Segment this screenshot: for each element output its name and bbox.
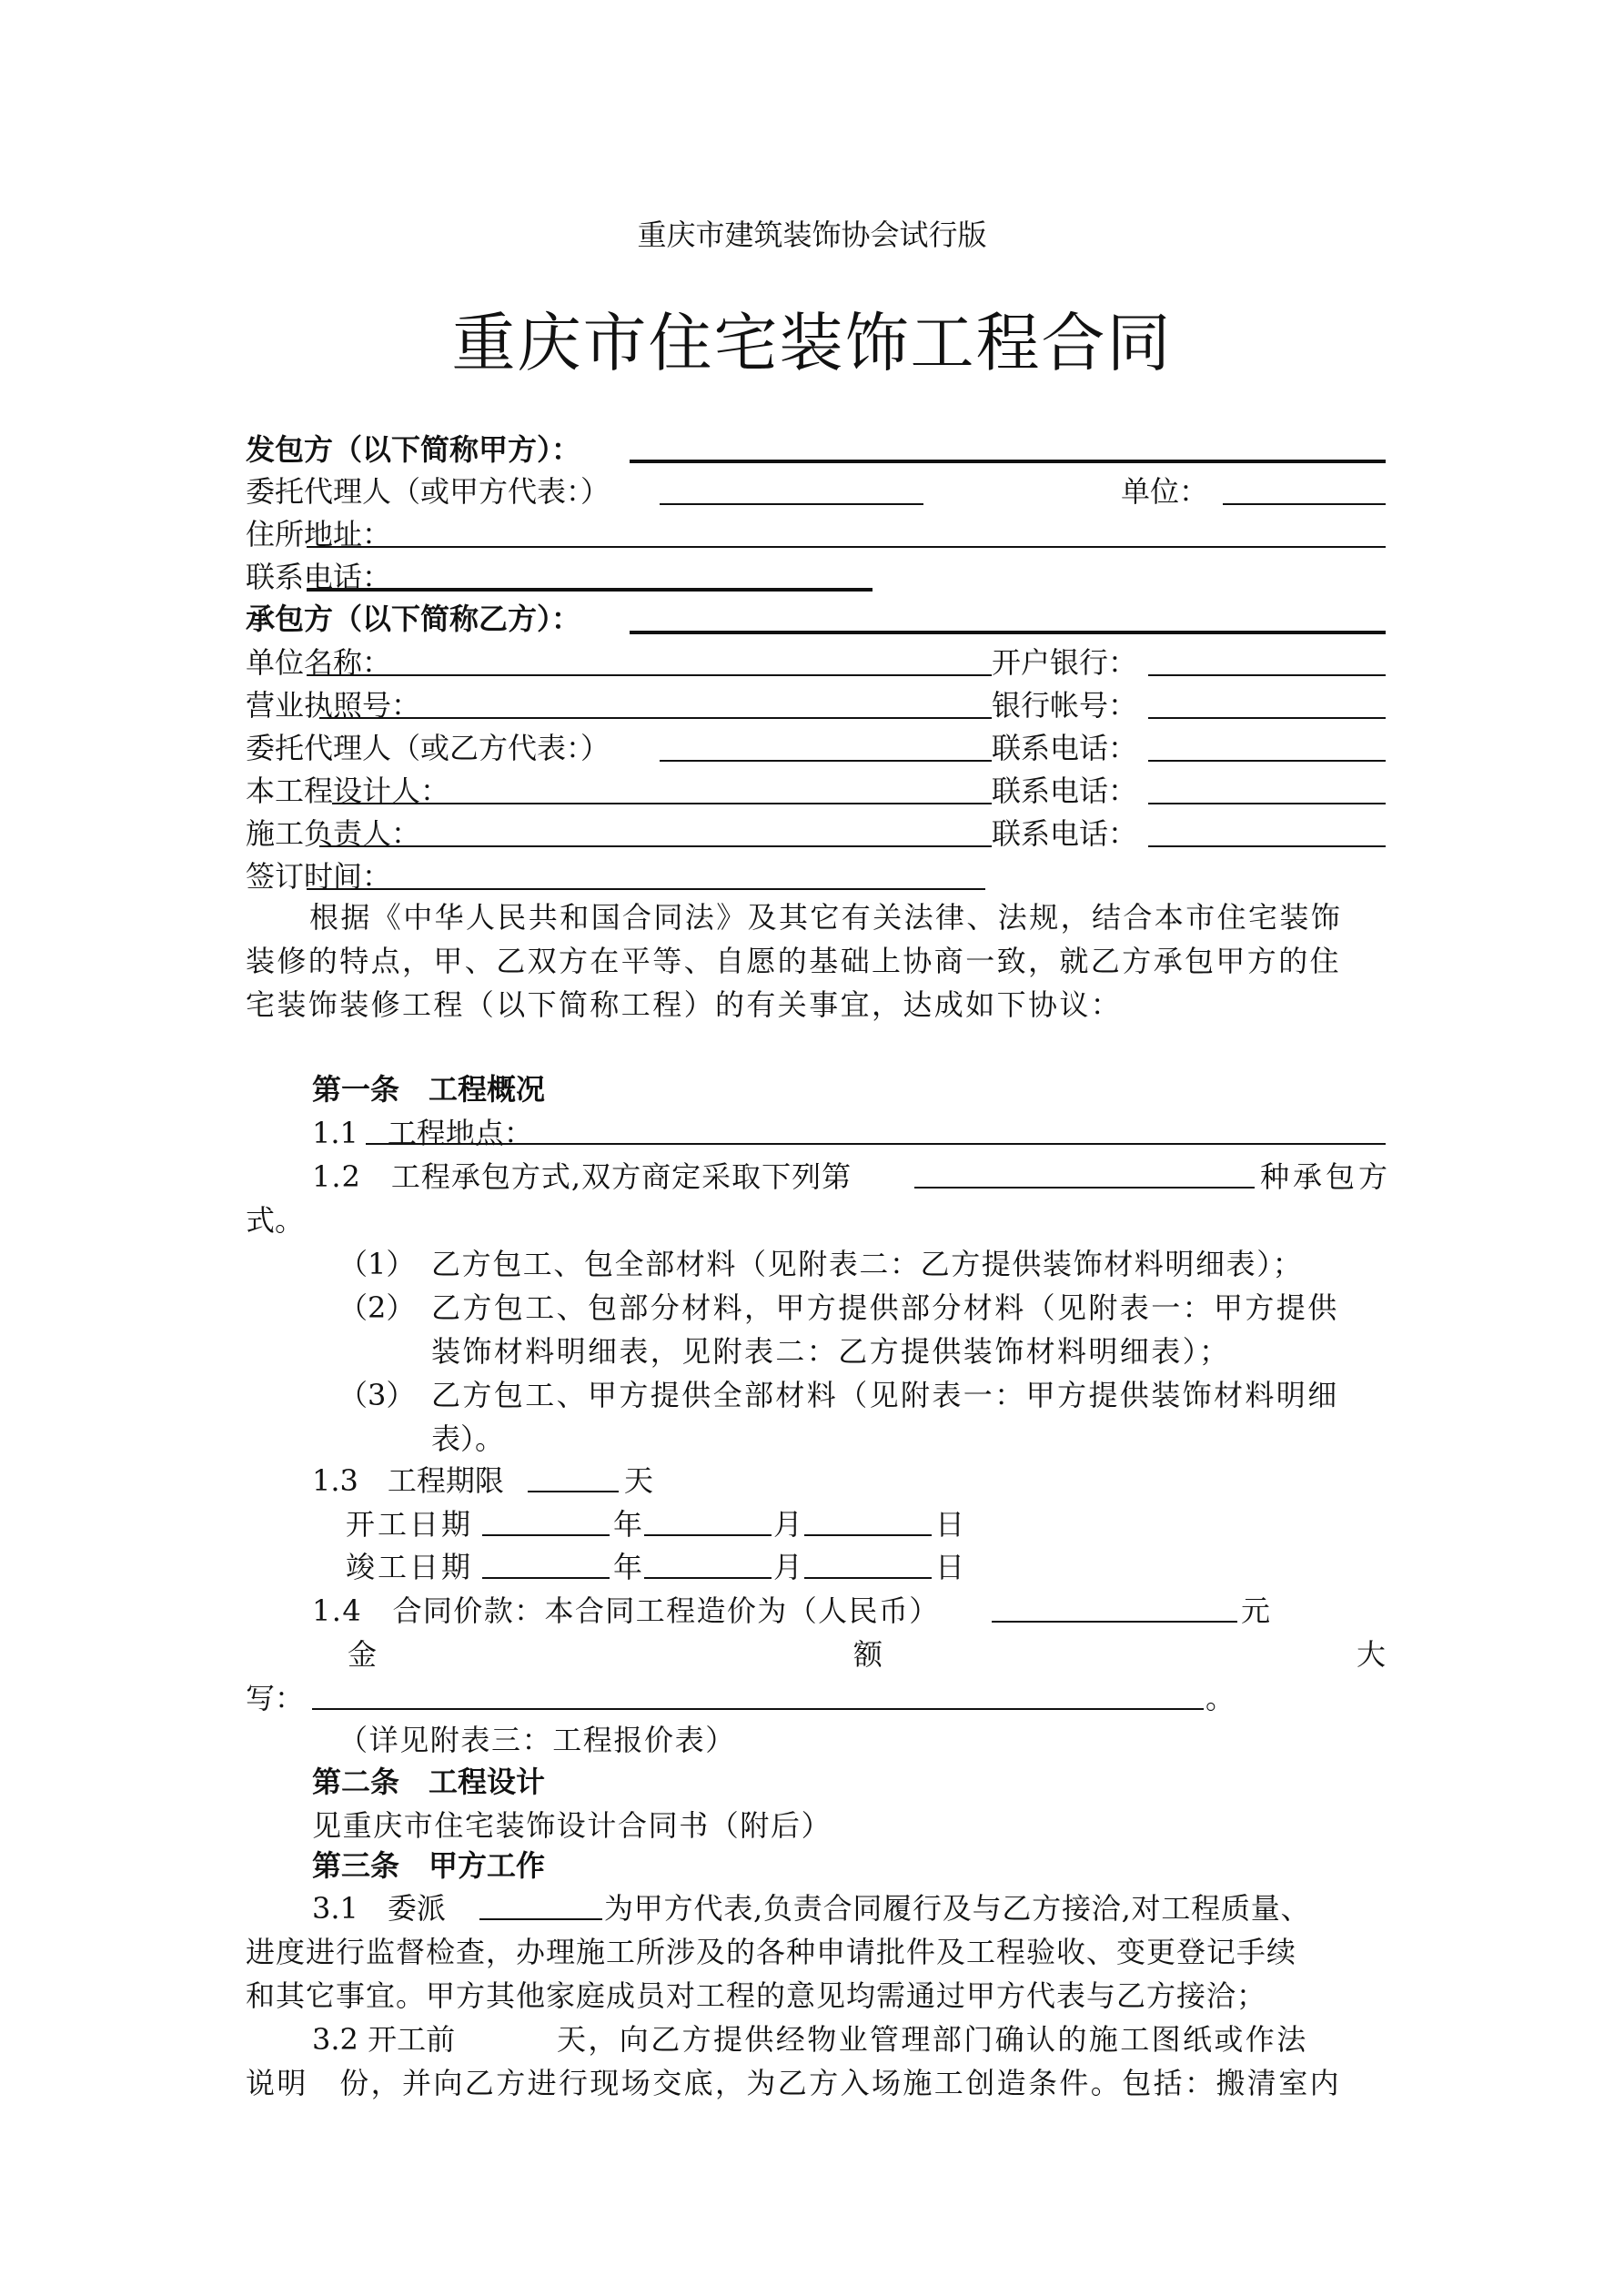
item-3-1-label: 3.1 委派: [312, 1891, 446, 1926]
article-3-heading: 第三条 甲方工作: [312, 1848, 546, 1883]
item-1-2-label: 1.2 工程承包方式,双方商定采取下列第: [312, 1159, 852, 1194]
party-a-heading: 发包方（以下简称甲方）：: [246, 432, 581, 467]
amount-write-label: 写：: [246, 1681, 305, 1715]
end-month-unit: 月: [773, 1550, 803, 1584]
party-b-name-field[interactable]: [630, 631, 1386, 634]
amount-in-words-field[interactable]: [312, 1708, 1204, 1710]
party-b-designer-field[interactable]: [332, 803, 992, 804]
party-a-agent-label: 委托代理人（或甲方代表：）: [246, 474, 610, 509]
item-3-2-label: 3.2 开工前: [312, 2022, 456, 2057]
preamble-line-3: 宅装饰装修工程（以下简称工程）的有关事宜，达成如下协议：: [246, 987, 1123, 1022]
party-b-heading: 承包方（以下简称乙方）：: [246, 602, 581, 636]
start-day-field[interactable]: [804, 1534, 932, 1536]
start-year-field[interactable]: [482, 1534, 610, 1536]
yuan-unit: 元: [1241, 1593, 1271, 1628]
duration-days-field[interactable]: [528, 1491, 619, 1492]
option-1-text: 乙方包工、包全部材料（见附表二：乙方提供装饰材料明细表）；: [431, 1247, 1304, 1281]
option-2-text-line-2: 装饰材料明细表，见附表二：乙方提供装饰材料明细表）；: [431, 1334, 1231, 1369]
item-3-1-text: 为甲方代表,负责合同履行及与乙方接洽,对工程质量、: [604, 1891, 1311, 1926]
option-3-text-line-1: 乙方包工、甲方提供全部材料（见附表一：甲方提供装饰材料明细: [431, 1378, 1339, 1412]
document-subtitle: 重庆市建筑装饰协会试行版: [637, 217, 987, 252]
amount-char-2: 额: [853, 1637, 883, 1672]
party-a-address-field[interactable]: [307, 546, 1386, 548]
party-a-unit-label: 单位：: [1121, 474, 1209, 509]
party-a-agent-field[interactable]: [660, 503, 923, 505]
start-day-unit: 日: [935, 1507, 965, 1542]
item-3-2-text: 天，向乙方提供经物业管理部门确认的施工图纸或作法: [557, 2022, 1308, 2057]
days-unit: 天: [624, 1463, 654, 1498]
party-a-unit-field[interactable]: [1223, 503, 1386, 505]
party-a-representative-field[interactable]: [479, 1918, 602, 1920]
preamble-line-1: 根据《中华人民共和国合同法》及其它有关法律、法规，结合本市住宅装饰: [309, 900, 1343, 935]
amount-period: 。: [1205, 1681, 1236, 1715]
party-b-bank-label: 开户银行：: [992, 645, 1138, 680]
party-b-account-label: 银行帐号：: [992, 688, 1138, 723]
party-a-phone-field[interactable]: [307, 588, 873, 592]
item-1-3-label: 1.3 工程期限: [312, 1463, 504, 1498]
item-1-2-continuation: 式。: [246, 1203, 305, 1238]
party-b-agent-phone-field[interactable]: [1148, 760, 1386, 762]
article-1-heading: 第一条 工程概况: [312, 1072, 546, 1107]
article-2-body: 见重庆市住宅装饰设计合同书（附后）: [312, 1808, 832, 1843]
party-b-license-label: 营业执照号：: [246, 688, 421, 723]
item-1-2-suffix: 种承包方: [1260, 1159, 1392, 1194]
article-2-heading: 第二条 工程设计: [312, 1765, 546, 1799]
option-2-text-line-1: 乙方包工、包部分材料，甲方提供部分材料（见附表一：甲方提供: [431, 1290, 1339, 1325]
party-b-manager-phone-field[interactable]: [1148, 845, 1386, 847]
party-b-manager-field[interactable]: [319, 845, 992, 847]
see-attachment-note: （详见附表三：工程报价表）: [338, 1723, 736, 1757]
option-3-number: （3）: [338, 1378, 416, 1412]
end-day-unit: 日: [935, 1550, 965, 1584]
end-month-field[interactable]: [644, 1577, 772, 1579]
start-month-unit: 月: [773, 1507, 803, 1542]
amount-char-3: 大: [1357, 1637, 1387, 1672]
end-year-unit: 年: [613, 1550, 643, 1584]
start-date-label: 开工日期: [346, 1507, 474, 1542]
option-3-text-line-2: 表）。: [431, 1421, 505, 1456]
party-b-manager-phone-label: 联系电话：: [992, 816, 1138, 851]
document-title: 重庆市住宅装饰工程合同: [451, 306, 1173, 380]
party-a-address-label: 住所地址：: [246, 517, 392, 551]
start-year-unit: 年: [613, 1507, 643, 1542]
option-1-number: （1）: [338, 1247, 416, 1281]
party-b-agent-phone-label: 联系电话：: [992, 731, 1138, 765]
contract-mode-field[interactable]: [914, 1187, 1255, 1188]
party-b-agent-field[interactable]: [660, 760, 992, 762]
option-2-number: （2）: [338, 1290, 416, 1325]
start-month-field[interactable]: [644, 1534, 772, 1536]
preamble-line-2: 装修的特点，甲、乙双方在平等、自愿的基础上协商一致，就乙方承包甲方的住: [246, 944, 1342, 978]
amount-char-1: 金: [348, 1637, 378, 1672]
sign-date-field[interactable]: [307, 888, 985, 890]
end-year-field[interactable]: [482, 1577, 610, 1579]
party-b-unit-name-field[interactable]: [307, 674, 992, 676]
party-b-designer-phone-label: 联系电话：: [992, 774, 1138, 808]
item-1-1-label: 1.1 工程地点：: [312, 1116, 533, 1150]
item-3-2-line-2: 说明 份，并向乙方进行现场交底，为乙方入场施工创造条件。包括：搬清室内: [246, 2066, 1342, 2100]
sign-date-label: 签订时间：: [246, 859, 392, 894]
party-b-agent-label: 委托代理人（或乙方代表：）: [246, 731, 610, 765]
contract-price-field[interactable]: [992, 1621, 1237, 1623]
party-b-designer-label: 本工程设计人：: [246, 774, 450, 808]
party-b-designer-phone-field[interactable]: [1148, 803, 1386, 804]
end-date-label: 竣工日期: [346, 1550, 474, 1584]
party-b-manager-label: 施工负责人：: [246, 816, 421, 851]
party-b-license-field[interactable]: [319, 717, 992, 719]
party-a-phone-label: 联系电话：: [246, 560, 392, 594]
party-b-bank-field[interactable]: [1148, 674, 1386, 676]
item-1-4-label: 1.4 合同价款：本合同工程造价为（人民币）: [312, 1593, 940, 1628]
end-day-field[interactable]: [804, 1577, 932, 1579]
item-3-1-line-3: 和其它事宜。甲方其他家庭成员对工程的意见均需通过甲方代表与乙方接洽；: [246, 1978, 1267, 2013]
site-location-field[interactable]: [366, 1143, 1386, 1145]
party-a-name-field[interactable]: [630, 460, 1386, 463]
party-b-unit-name-label: 单位名称：: [246, 645, 392, 680]
item-3-1-line-2: 进度进行监督检查，办理施工所涉及的各种申请批件及工程验收、变更登记手续: [246, 1935, 1297, 1969]
party-b-account-field[interactable]: [1148, 717, 1386, 719]
